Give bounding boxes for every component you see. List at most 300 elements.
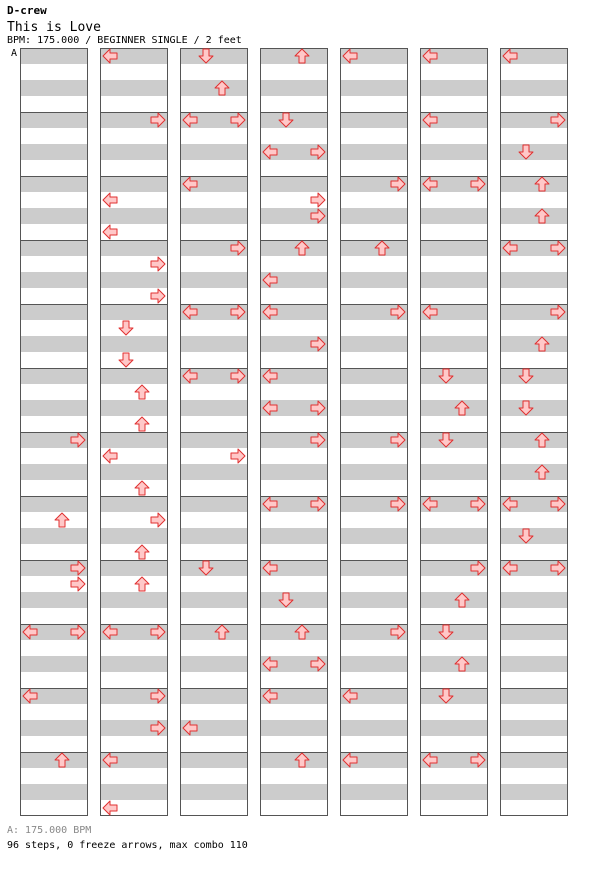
beat-band [260, 352, 328, 368]
beat-band [180, 592, 248, 608]
beat-band [260, 80, 328, 96]
beat-band [100, 160, 168, 176]
chart-info: BPM: 175.000 / BEGINNER SINGLE / 2 feet [7, 35, 242, 46]
beat-band [420, 480, 488, 496]
beat-band [340, 768, 408, 784]
beat-band [500, 480, 568, 496]
beat-band [340, 720, 408, 736]
beat-band [20, 128, 88, 144]
beat-band [260, 784, 328, 800]
measure [180, 432, 248, 496]
beat-band [100, 576, 168, 592]
beat-band [180, 496, 248, 512]
beat-band [100, 496, 168, 512]
beat-band [180, 288, 248, 304]
measure [340, 368, 408, 432]
beat-band [180, 320, 248, 336]
beat-band [420, 640, 488, 656]
beat-band [20, 496, 88, 512]
beat-band [180, 688, 248, 704]
beat-band [100, 560, 168, 576]
beat-band [100, 64, 168, 80]
beat-band [20, 416, 88, 432]
measure [20, 48, 88, 112]
beat-band [180, 432, 248, 448]
beat-band [100, 320, 168, 336]
beat-band [20, 704, 88, 720]
beat-band [20, 304, 88, 320]
beat-band [260, 608, 328, 624]
beat-band [420, 256, 488, 272]
beat-band [20, 80, 88, 96]
beat-band [100, 656, 168, 672]
beat-band [20, 528, 88, 544]
beat-band [260, 768, 328, 784]
beat-band [500, 704, 568, 720]
beat-band [100, 208, 168, 224]
beat-band [340, 800, 408, 816]
chart-column-5 [340, 48, 408, 816]
beat-band [180, 608, 248, 624]
beat-band [20, 64, 88, 80]
beat-band [20, 672, 88, 688]
chart-column-7 [500, 48, 568, 816]
beat-band [500, 400, 568, 416]
song-title: This is Love [7, 20, 101, 35]
beat-band [340, 160, 408, 176]
step-stats: 96 steps, 0 freeze arrows, max combo 110 [7, 840, 248, 851]
beat-band [20, 640, 88, 656]
beat-band [180, 784, 248, 800]
measure [500, 624, 568, 688]
beat-band [100, 736, 168, 752]
beat-band [20, 96, 88, 112]
beat-band [180, 464, 248, 480]
beat-band [180, 224, 248, 240]
beat-band [100, 352, 168, 368]
beat-band [20, 752, 88, 768]
beat-band [260, 224, 328, 240]
chart-column-1 [20, 48, 88, 816]
beat-band [500, 624, 568, 640]
beat-band [340, 256, 408, 272]
beat-band [340, 576, 408, 592]
beat-band [340, 736, 408, 752]
beat-band [180, 416, 248, 432]
beat-band [100, 432, 168, 448]
beat-band [20, 448, 88, 464]
beat-band [180, 208, 248, 224]
beat-band [20, 464, 88, 480]
beat-band [420, 688, 488, 704]
beat-band [340, 64, 408, 80]
beat-band [420, 432, 488, 448]
beat-band [260, 704, 328, 720]
beat-band [420, 240, 488, 256]
beat-band [260, 528, 328, 544]
beat-band [180, 256, 248, 272]
measure [500, 688, 568, 752]
beat-band [420, 672, 488, 688]
beat-band [100, 240, 168, 256]
beat-band [260, 736, 328, 752]
beat-band [20, 160, 88, 176]
beat-band [420, 736, 488, 752]
beat-band [420, 720, 488, 736]
chart-column-6 [420, 48, 488, 816]
beat-band [420, 96, 488, 112]
beat-band [340, 112, 408, 128]
beat-band [500, 224, 568, 240]
beat-band [20, 288, 88, 304]
beat-band [100, 480, 168, 496]
beat-band [260, 624, 328, 640]
beat-band [100, 80, 168, 96]
beat-band [100, 784, 168, 800]
beat-band [500, 768, 568, 784]
measure [260, 240, 328, 304]
measure [420, 368, 488, 432]
beat-band [260, 672, 328, 688]
beat-band [100, 384, 168, 400]
beat-band [500, 288, 568, 304]
beat-band [20, 336, 88, 352]
beat-band [180, 640, 248, 656]
beat-band [340, 528, 408, 544]
bpm-legend: A: 175.000 BPM [7, 825, 92, 836]
beat-band [260, 752, 328, 768]
beat-band [420, 592, 488, 608]
bpm-change-marker: A [11, 48, 18, 59]
beat-band [420, 624, 488, 640]
measure [420, 624, 488, 688]
beat-band [420, 64, 488, 80]
beat-band [100, 336, 168, 352]
beat-band [340, 784, 408, 800]
beat-band [500, 528, 568, 544]
beat-band [20, 352, 88, 368]
beat-band [180, 480, 248, 496]
beat-band [180, 48, 248, 64]
beat-band [500, 432, 568, 448]
measure [20, 304, 88, 368]
beat-band [340, 352, 408, 368]
beat-band [260, 64, 328, 80]
beat-band [20, 320, 88, 336]
beat-band [20, 768, 88, 784]
beat-band [340, 208, 408, 224]
beat-band [20, 256, 88, 272]
beat-band [20, 176, 88, 192]
measure [260, 112, 328, 176]
measure [180, 560, 248, 624]
beat-band [500, 192, 568, 208]
beat-band [500, 96, 568, 112]
beat-band [420, 320, 488, 336]
measure [20, 368, 88, 432]
beat-band [340, 96, 408, 112]
beat-band [180, 736, 248, 752]
beat-band [180, 128, 248, 144]
beat-band [100, 592, 168, 608]
beat-band [100, 96, 168, 112]
measure [260, 48, 328, 112]
beat-band [420, 576, 488, 592]
beat-band [20, 112, 88, 128]
beat-band [260, 416, 328, 432]
beat-band [340, 288, 408, 304]
beat-band [100, 416, 168, 432]
beat-band [100, 768, 168, 784]
beat-band [500, 320, 568, 336]
beat-band [420, 800, 488, 816]
beat-band [340, 416, 408, 432]
measure [500, 176, 568, 240]
beat-band [420, 384, 488, 400]
beat-band [20, 192, 88, 208]
beat-band [340, 512, 408, 528]
measure [180, 48, 248, 112]
beat-band [180, 144, 248, 160]
beat-band [180, 752, 248, 768]
beat-band [420, 768, 488, 784]
beat-band [100, 528, 168, 544]
beat-band [260, 544, 328, 560]
measure [260, 752, 328, 816]
beat-band [500, 448, 568, 464]
beat-band [340, 464, 408, 480]
beat-band [420, 656, 488, 672]
measure [20, 496, 88, 560]
beat-band [260, 256, 328, 272]
beat-band [420, 160, 488, 176]
beat-band [500, 800, 568, 816]
beat-band [180, 512, 248, 528]
measure [420, 240, 488, 304]
beat-band [180, 528, 248, 544]
beat-band [500, 336, 568, 352]
beat-band [420, 608, 488, 624]
beat-band [420, 368, 488, 384]
beat-band [180, 768, 248, 784]
beat-band [20, 400, 88, 416]
beat-band [500, 368, 568, 384]
beat-band [420, 784, 488, 800]
beat-band [420, 400, 488, 416]
measure [100, 432, 168, 496]
measure [20, 176, 88, 240]
beat-band [500, 272, 568, 288]
beat-band [340, 224, 408, 240]
beat-band [340, 640, 408, 656]
beat-band [260, 320, 328, 336]
beat-band [340, 672, 408, 688]
beat-band [20, 608, 88, 624]
beat-band [260, 128, 328, 144]
beat-band [260, 48, 328, 64]
beat-band [260, 288, 328, 304]
beat-band [500, 544, 568, 560]
beat-band [420, 512, 488, 528]
beat-band [20, 736, 88, 752]
beat-band [180, 800, 248, 816]
beat-band [260, 384, 328, 400]
beat-band [100, 176, 168, 192]
beat-band [500, 144, 568, 160]
beat-band [420, 144, 488, 160]
beat-band [420, 288, 488, 304]
measure [180, 688, 248, 752]
beat-band [20, 224, 88, 240]
beat-band [340, 192, 408, 208]
beat-band [260, 176, 328, 192]
beat-band [420, 272, 488, 288]
beat-band [340, 656, 408, 672]
beat-band [500, 672, 568, 688]
beat-band [20, 240, 88, 256]
measure [260, 176, 328, 240]
beat-band [260, 480, 328, 496]
beat-band [180, 704, 248, 720]
beat-band [260, 640, 328, 656]
beat-band [340, 128, 408, 144]
beat-band [180, 560, 248, 576]
beat-band [260, 464, 328, 480]
beat-band [500, 736, 568, 752]
beat-band [500, 208, 568, 224]
measure [20, 752, 88, 816]
beat-band [100, 368, 168, 384]
beat-band [500, 128, 568, 144]
beat-band [20, 656, 88, 672]
beat-band [420, 192, 488, 208]
beat-band [20, 208, 88, 224]
artist-name: D-crew [7, 4, 47, 17]
beat-band [340, 336, 408, 352]
beat-band [260, 800, 328, 816]
measure [180, 624, 248, 688]
measure [180, 496, 248, 560]
beat-band [180, 656, 248, 672]
beat-band [20, 800, 88, 816]
beat-band [20, 592, 88, 608]
beat-band [180, 384, 248, 400]
beat-band [20, 48, 88, 64]
beat-band [500, 608, 568, 624]
measure [420, 432, 488, 496]
beat-band [500, 720, 568, 736]
beat-band [340, 272, 408, 288]
beat-band [340, 608, 408, 624]
beat-band [260, 448, 328, 464]
beat-band [20, 480, 88, 496]
beat-band [260, 96, 328, 112]
beat-band [420, 528, 488, 544]
beat-band [500, 64, 568, 80]
beat-band [100, 400, 168, 416]
beat-band [100, 464, 168, 480]
beat-band [500, 640, 568, 656]
chart-column-4 [260, 48, 328, 816]
beat-band [180, 672, 248, 688]
beat-band [340, 320, 408, 336]
beat-band [420, 80, 488, 96]
beat-band [180, 400, 248, 416]
beat-band [180, 576, 248, 592]
beat-band [340, 544, 408, 560]
beat-band [500, 176, 568, 192]
beat-band [500, 512, 568, 528]
beat-band [260, 160, 328, 176]
beat-band [260, 112, 328, 128]
beat-band [340, 80, 408, 96]
beat-band [340, 592, 408, 608]
beat-band [420, 336, 488, 352]
measure [180, 752, 248, 816]
beat-band [100, 672, 168, 688]
beat-band [420, 704, 488, 720]
measure [500, 432, 568, 496]
beat-band [500, 384, 568, 400]
measure [500, 752, 568, 816]
beat-band [500, 784, 568, 800]
beat-band [260, 592, 328, 608]
chart-column-3 [180, 48, 248, 816]
beat-band [340, 560, 408, 576]
beat-band [260, 576, 328, 592]
beat-band [180, 160, 248, 176]
beat-band [340, 144, 408, 160]
beat-band [180, 192, 248, 208]
beat-band [500, 256, 568, 272]
measure [500, 368, 568, 432]
beat-band [500, 160, 568, 176]
beat-band [340, 480, 408, 496]
beat-band [420, 352, 488, 368]
beat-band [500, 80, 568, 96]
measure [340, 240, 408, 304]
beat-band [420, 544, 488, 560]
beat-band [260, 512, 328, 528]
measure [340, 560, 408, 624]
beat-band [500, 592, 568, 608]
beat-band [180, 64, 248, 80]
beat-band [20, 144, 88, 160]
beat-band [340, 384, 408, 400]
measure [420, 688, 488, 752]
measure [100, 496, 168, 560]
beat-band [180, 336, 248, 352]
beat-band [500, 688, 568, 704]
beat-band [420, 416, 488, 432]
chart-column-2 [100, 48, 168, 816]
beat-band [500, 416, 568, 432]
beat-band [340, 240, 408, 256]
beat-band [100, 640, 168, 656]
beat-band [340, 400, 408, 416]
beat-band [100, 704, 168, 720]
measure [20, 240, 88, 304]
beat-band [100, 272, 168, 288]
measure [100, 560, 168, 624]
beat-band [100, 608, 168, 624]
beat-band [20, 384, 88, 400]
beat-band [340, 368, 408, 384]
beat-band [180, 80, 248, 96]
beat-band [100, 544, 168, 560]
beat-band [180, 544, 248, 560]
beat-band [420, 448, 488, 464]
